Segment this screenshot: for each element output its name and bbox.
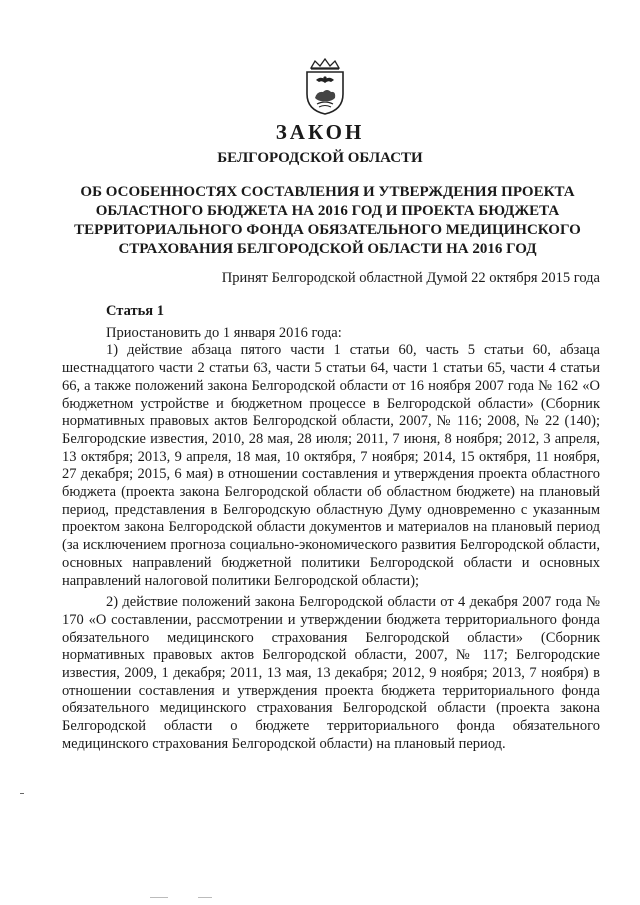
article-item-1: 1) действие абзаца пятого части 1 статьи 60, часть 5 статьи 60, абзаца шестнадцатого части 2 статьи 63, части 5 статьи 64, части 1 статьи 65, части 4 статьи 66, а также положений закона Белгородской области от 16 ноября 2007 года № 162 «О бюджетном устройстве и бюджетном процессе в Белгородской области» (Сборник нормативных правовых актов Белгородской области, 2007, № 116; 2008, № 22 (140); Белгородские известия, 2010, 28 мая, 28 июля; 2011, 7 июня, 8 ноября; 2012, 3 апреля, 13 октября; 2013, 9 апреля, 18 мая, 10 октября, 7 ноября; 2014, 15 октября, 11 ноября, 27 декабря; 2015, 6 мая) в отношении составления и утверждения проекта областного бюджета (проекта закона Белгородской области об областном бюджете) на плановый период, представления в Белгородскую областную Думу одновременно с указанным проектом закона Белгородской области документов и материалов на плановый период (за исключением прогноза социально-экономического развития Белгородской области, основных направлений бюджетной политики Белгородской области и основных направлений налоговой политики Белгородской области); [62, 342, 600, 589]
belgorod-coat-of-arms-icon [303, 58, 347, 116]
scan-speck [150, 897, 168, 898]
article-title: Статья 1 [106, 303, 164, 319]
law-heading: ОБ ОСОБЕННОСТЯХ СОСТАВЛЕНИЯ И УТВЕРЖДЕНИЯ ПРОЕКТА ОБЛАСТНОГО БЮДЖЕТА НА 2016 ГОД И ПРОЕКТА БЮДЖЕТА ТЕРРИТОРИАЛЬНОГО ФОНДА ОБЯЗАТЕЛЬНОГО МЕДИЦИНСКОГО СТРАХОВАНИЯ БЕЛГОРОДСКОЙ ОБЛАСТИ НА 2016 ГОД [74, 184, 581, 257]
region-title: БЕЛГОРОДСКОЙ ОБЛАСТИ [217, 150, 423, 166]
scan-speck [20, 793, 24, 794]
scan-speck [198, 897, 212, 898]
law-body [62, 303, 600, 754]
law-title: ЗАКОН [275, 120, 365, 144]
article-item-2: 2) действие положений закона Белгородской области от 4 декабря 2007 года № 170 «О составлении, рассмотрении и утверждении бюджета территориального фонда обязательного медицинского страхования Белгородской области» (Сборник нормативных правовых актов Белгородской области, 2007, № 117; Белгородские известия, 2009, 1 декабря; 2011, 13 мая, 13 декабря; 2012, 9 ноября; 2013, 7 ноября) в отношении составления и утверждения проекта бюджета территориального фонда обязательного медицинского страхования Белгородской области (проекта закона Белгородской области о бюджете территориального фонда обязательного медицинского страхования Белгородской области) на плановый период. [62, 594, 600, 752]
adoption-note: Принят Белгородской областной Думой 22 октября 2015 года [221, 270, 600, 286]
article-intro: Приостановить до 1 января 2016 года: [106, 324, 342, 341]
